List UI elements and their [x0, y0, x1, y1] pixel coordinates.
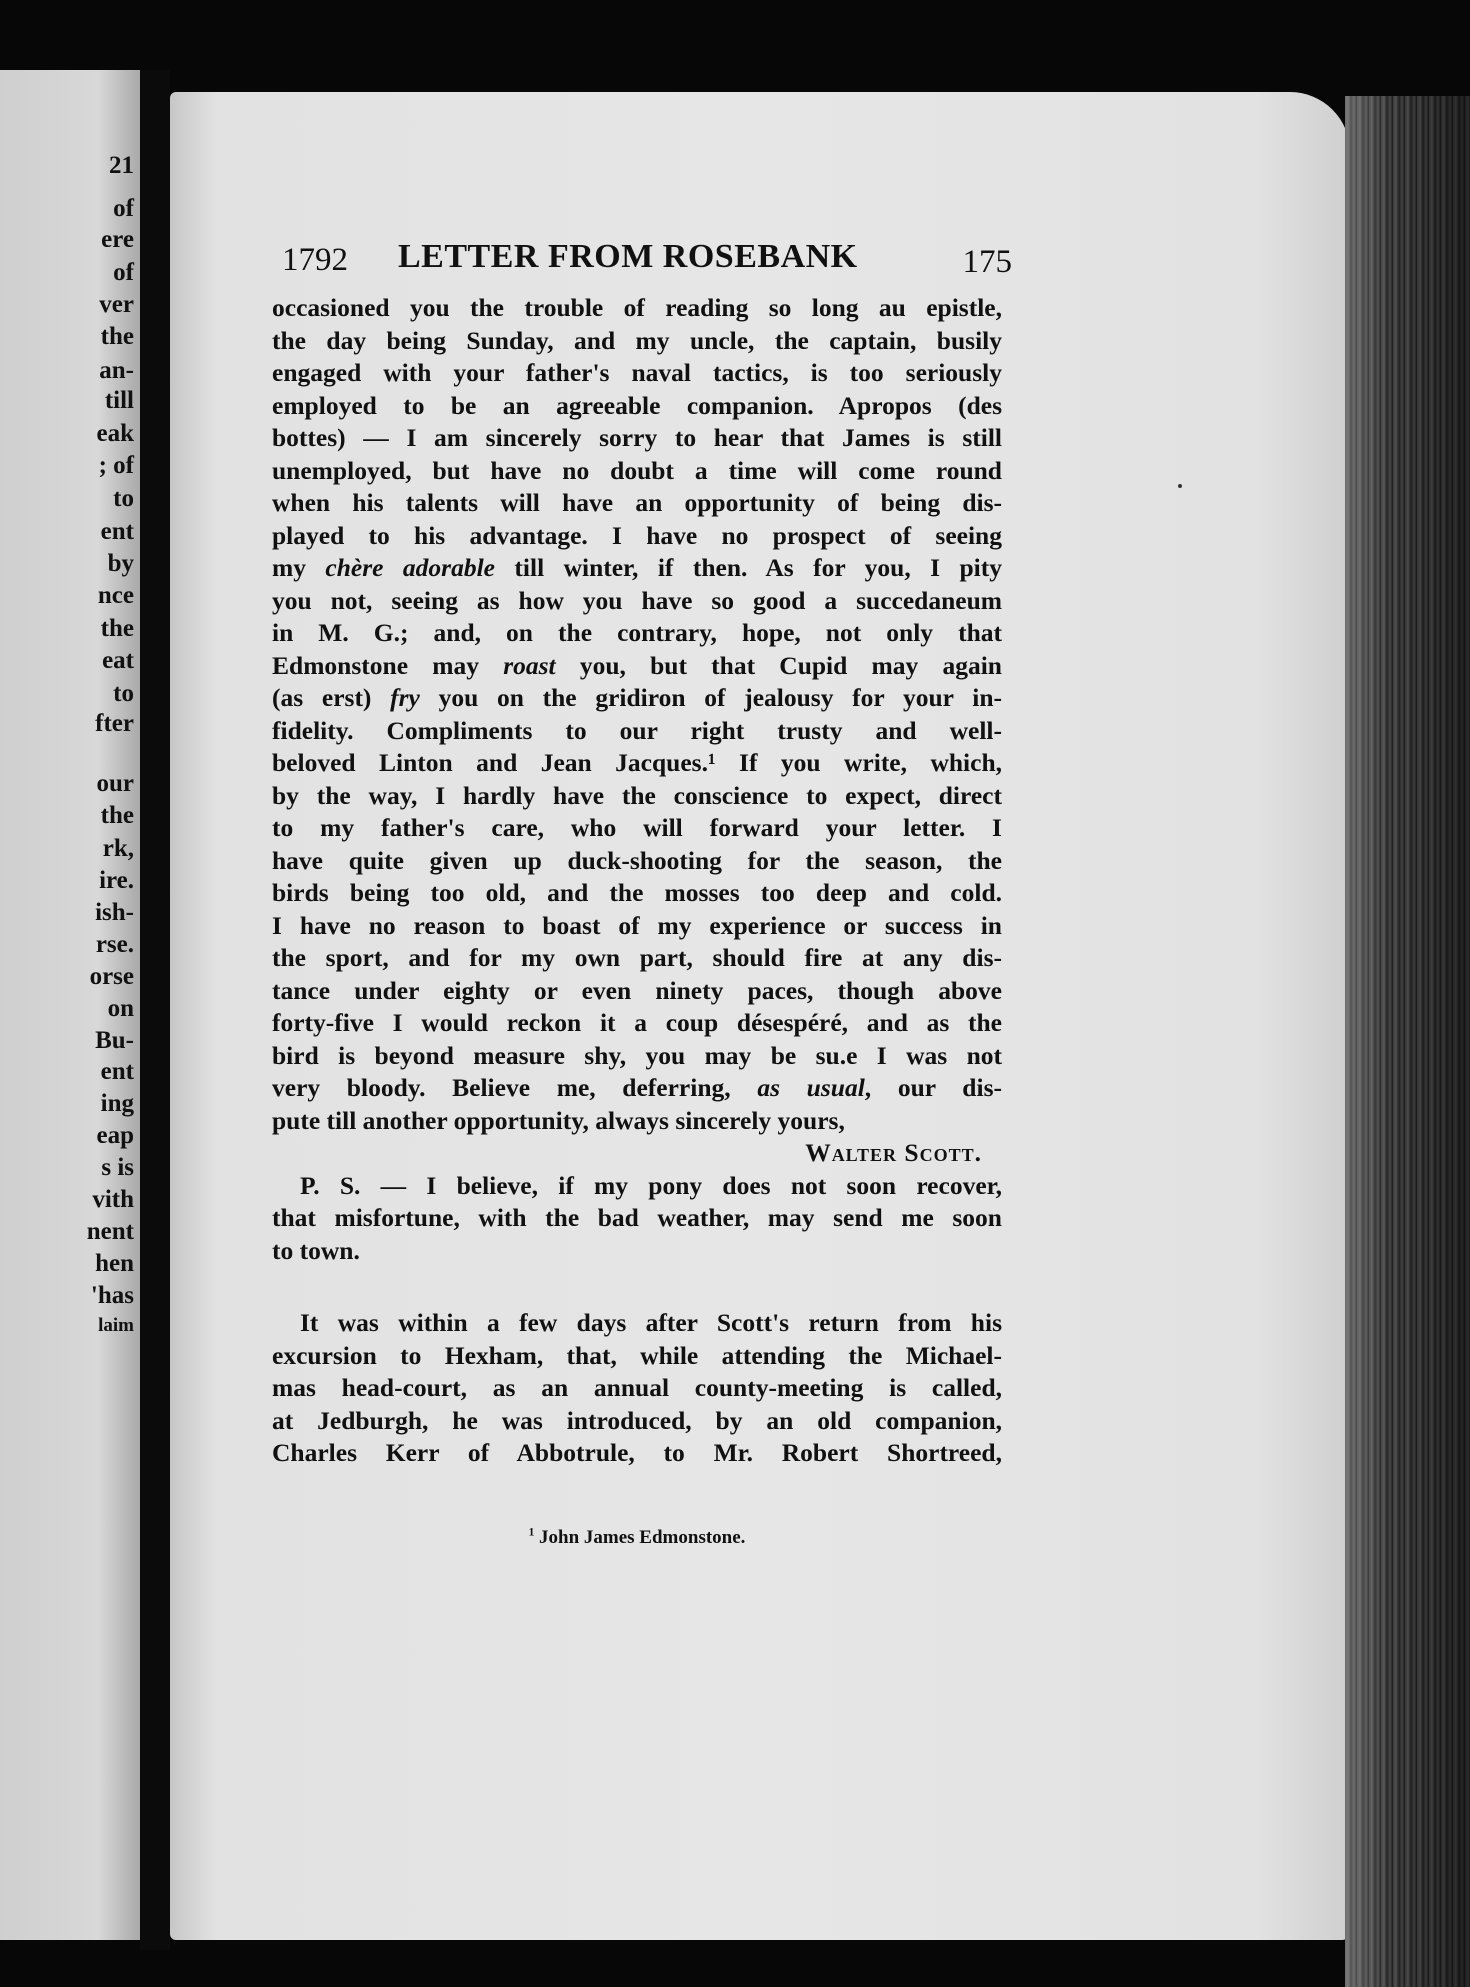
previous-page-line: eap [96, 1122, 134, 1149]
previous-page-line: the [100, 615, 134, 642]
signature: Walter Scott. [805, 1138, 982, 1167]
text-line: fidelity. Compliments to our right trusty and well- [272, 715, 1002, 745]
text-line: engaged with your father's naval tactics, is too seriously [272, 358, 1002, 387]
previous-page-line: by [107, 550, 134, 577]
running-head-title: LETTER FROM ROSEBANK [398, 238, 858, 275]
previous-page-line: ; of [98, 452, 134, 479]
body-text [272, 292, 1002, 1470]
text-line: mas head-court, as an annual county-meeting is called, [272, 1373, 1002, 1402]
previous-page-line: Bu- [95, 1027, 134, 1054]
previous-page-line: of [113, 195, 134, 222]
previous-page-line: orse [89, 963, 134, 990]
previous-page-line: our [96, 770, 134, 797]
previous-page-line: ere [101, 226, 134, 253]
text-line: played to his advantage. I have no prospect of seeing [272, 520, 1002, 550]
previous-page-line: nce [97, 582, 134, 609]
previous-page-line: to [113, 485, 134, 512]
running-head-year: 1792 [282, 242, 348, 278]
text-line: occasioned you the trouble of reading so long au epistle, [272, 293, 1002, 322]
text-line: (as erst) fry you on the gridiron of jealousy for your in- [272, 683, 1002, 712]
page-gutter [140, 70, 170, 1950]
text-line: P. S. — I believe, if my pony does not soon recover, [300, 1170, 1002, 1200]
running-head [282, 238, 1012, 288]
text-line: the day being Sunday, and my uncle, the captain, busily [272, 325, 1002, 355]
previous-page-line: of [113, 259, 134, 286]
previous-page-line: ent [100, 1058, 134, 1085]
previous-page-line: to [113, 680, 134, 707]
text-line: unemployed, but have no doubt a time will come round [272, 455, 1002, 485]
text-line: by the way, I hardly have the conscience to expect, direct [272, 780, 1002, 810]
text-line: to my father's care, who will forward your letter. I [272, 813, 1002, 842]
text-line: tance under eighty or even ninety paces, though above [272, 975, 1002, 1005]
previous-page-line: ire. [99, 867, 134, 894]
text-line: birds being too old, and the mosses too deep and cold. [272, 878, 1002, 907]
previous-page-line: ish- [95, 899, 134, 926]
previous-page-line: till [104, 387, 134, 414]
text-line: when his talents will have an opportunity of being dis- [272, 488, 1002, 517]
text-line: pute till another opportunity, always sincerely yours, [272, 1105, 845, 1135]
text-line: the sport, and for my own part, should fire at any dis- [272, 943, 1002, 972]
text-line: my chère adorable till winter, if then. As for you, I pity [272, 553, 1002, 582]
previous-page-line: ing [100, 1090, 134, 1117]
text-line: Charles Kerr of Abbotrule, to Mr. Robert Shortreed, [272, 1438, 1002, 1467]
text-line: to town. [272, 1235, 360, 1265]
footnote-text: John James Edmonstone. [539, 1527, 746, 1548]
text-line: excursion to Hexham, that, while attending the Michael- [272, 1340, 1002, 1370]
previous-page-line: hen [95, 1250, 134, 1277]
previous-page-line: laim [98, 1315, 134, 1336]
text-line: employed to be an agreeable companion. Apropos (des [272, 390, 1002, 420]
text-line: have quite given up duck-shooting for the season, the [272, 845, 1002, 875]
previous-page-line: eak [96, 420, 134, 447]
text-line: beloved Linton and Jean Jacques.¹ If you write, which, [272, 748, 1002, 777]
footnote [272, 1527, 1002, 1549]
previous-page-line: ent [100, 518, 134, 545]
previous-page-line: an- [99, 357, 134, 384]
previous-page-line: vith [92, 1186, 134, 1213]
previous-page-line: nent [86, 1218, 134, 1245]
previous-page-line: rk, [102, 835, 134, 862]
text-line: Edmonstone may roast you, but that Cupid may again [272, 650, 1002, 680]
text-line: bottes) — I am sincerely sorry to hear that James is still [272, 423, 1002, 452]
footnote-marker: 1 [528, 1526, 535, 1539]
previous-page-line: eat [102, 647, 134, 674]
previous-page-line: 21 [109, 152, 134, 179]
text-line: that misfortune, with the bad weather, may send me soon [272, 1203, 1002, 1232]
previous-page-line: fter [95, 710, 134, 737]
previous-page-line: rse. [95, 931, 134, 958]
previous-page-line: the [100, 802, 134, 829]
previous-page-fragment [0, 70, 140, 1940]
previous-page-line: ver [99, 291, 134, 318]
text-line: very bloody. Believe me, deferring, as usual, our dis- [272, 1073, 1002, 1102]
text-line: in M. G.; and, on the contrary, hope, not only that [272, 618, 1002, 647]
page-number: 175 [962, 244, 1012, 280]
book-fore-edge-shade [1345, 96, 1470, 1987]
text-line: bird is beyond measure shy, you may be su.e I was not [272, 1040, 1002, 1070]
paragraph-gap [272, 1267, 1002, 1307]
text-line: I have no reason to boast of my experience or success in [272, 910, 1002, 940]
previous-page-line: on [107, 995, 134, 1022]
text-line: at Jedburgh, he was introduced, by an old companion, [272, 1405, 1002, 1435]
text-line: you not, seeing as how you have so good a succedaneum [272, 585, 1002, 615]
dust-speck [1178, 484, 1182, 488]
previous-page-line: 'has [90, 1282, 134, 1309]
text-line: It was within a few days after Scott's return from his [300, 1308, 1002, 1337]
text-line: forty-five I would reckon it a coup désespéré, and as the [272, 1008, 1002, 1037]
previous-page-line: the [100, 323, 134, 350]
previous-page-line: s is [101, 1154, 134, 1181]
